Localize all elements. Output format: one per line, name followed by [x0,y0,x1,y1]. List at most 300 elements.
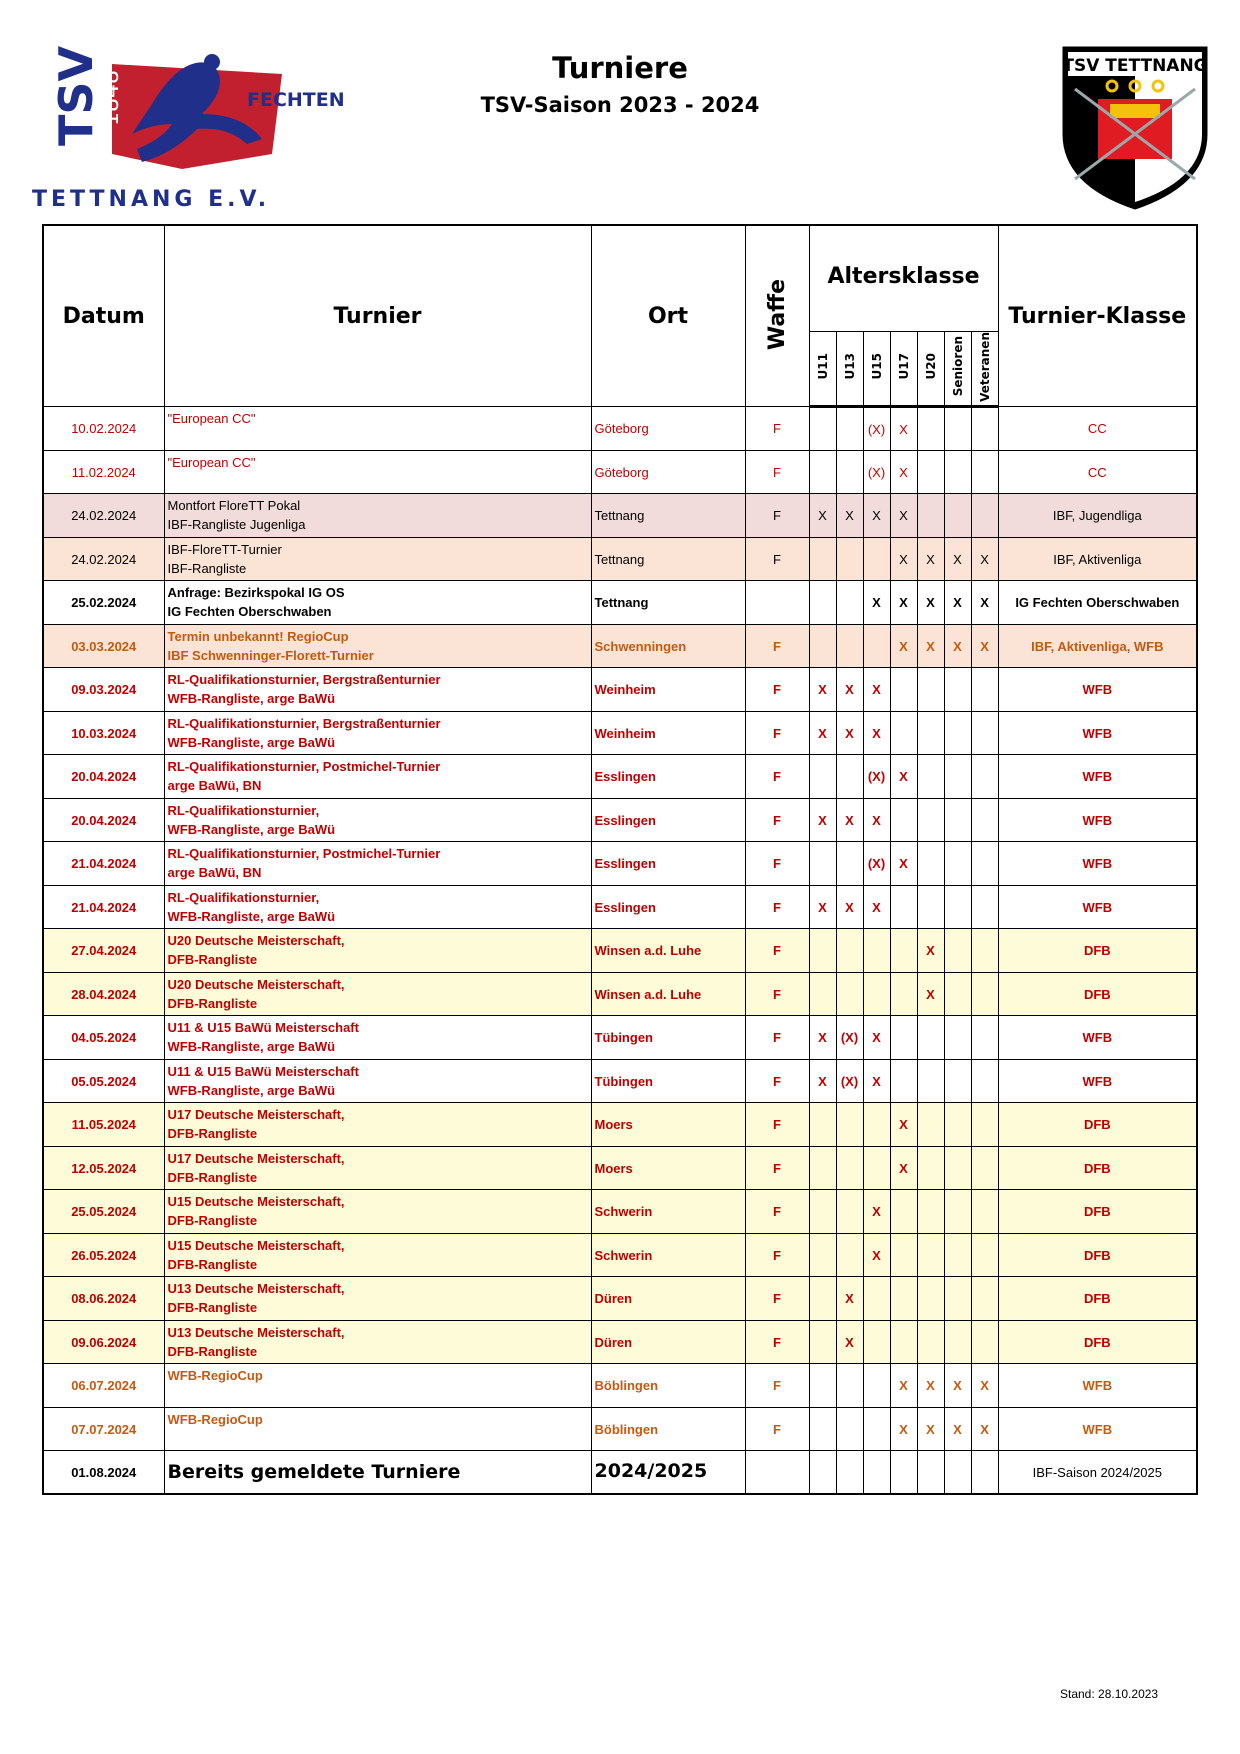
turnier-line-1: U17 Deutsche Meisterschaft, [167,1107,345,1123]
cell-datum: 21.04.2024 [43,842,164,886]
cell-age-u15 [863,537,890,581]
turnier-line-2: WFB-Rangliste, arge BaWü [167,691,336,707]
turnier-line-2: WFB-Rangliste, arge BaWü [167,734,336,750]
cell-age-u20 [917,1103,944,1147]
cell-klasse: CC [998,450,1197,494]
cell-age-senioren: X [944,581,971,625]
cell-ort: Weinheim [591,668,745,712]
cell-age-u11 [809,755,836,799]
cell-age-u13 [836,929,863,973]
cell-waffe: F [745,972,809,1016]
turnier-line-2: DFB-Rangliste [167,1300,258,1316]
cell-turnier [164,1233,591,1277]
cell-ort: Tettnang [591,537,745,581]
cell-age-senioren [944,929,971,973]
cell-age-u13: X [836,494,863,538]
cell-klasse: DFB [998,1277,1197,1321]
cell-age-u13 [836,624,863,668]
cell-turnier [164,798,591,842]
cell-waffe [745,581,809,625]
turnier-line-2: DFB-Rangliste [167,1343,258,1359]
turnier-line-2: IBF-Rangliste [167,560,247,576]
table-row [43,1103,1197,1147]
cell-age-senioren [944,711,971,755]
table-row [43,1407,1197,1451]
cell-datum: 21.04.2024 [43,885,164,929]
turnier-line-1: RL-Qualifikationsturnier, [167,889,320,905]
cell-age-u11 [809,972,836,1016]
cell-klasse: WFB [998,885,1197,929]
cell-waffe: F [745,407,809,451]
cell-age-senioren [944,1146,971,1190]
cell-age-u13 [836,1364,863,1408]
cell-turnier [164,1059,591,1103]
cell-age-u13: X [836,711,863,755]
cell-klasse: DFB [998,1233,1197,1277]
cell-age-u15: (X) [863,407,890,451]
cell-age-u20 [917,798,944,842]
table-row [43,885,1197,929]
turnier-line-1: U20 Deutsche Meisterschaft, [167,933,345,949]
cell-age-u11 [809,537,836,581]
turnier-line-1: Termin unbekannt! RegioCup [167,628,349,644]
table-row [43,1364,1197,1408]
cell-datum: 11.02.2024 [43,450,164,494]
cell-age-u17: X [890,494,917,538]
cell-age-u11 [809,1146,836,1190]
cell-age-senioren [944,842,971,886]
cell-klasse: WFB [998,711,1197,755]
cell-age-u20 [917,1190,944,1234]
cell-turnier [164,929,591,973]
tournament-table [42,224,1198,1495]
header-datum: Datum [43,225,164,407]
cell-waffe: F [745,1016,809,1060]
cell-turnier [164,1277,591,1321]
cell-age-u20 [917,1233,944,1277]
turnier-line-1: U11 & U15 BaWü Meisterschaft [167,1020,359,1036]
header-ort: Ort [591,225,745,407]
cell-klasse: IBF, Jugendliga [998,494,1197,538]
cell-klasse: WFB [998,1016,1197,1060]
svg-text:1848: 1848 [99,70,124,126]
turnier-line-2: WFB-Rangliste, arge BaWü [167,1082,336,1098]
table-row [43,1320,1197,1364]
cell-age-u11: X [809,711,836,755]
cell-age-veteranen [971,972,998,1016]
cell-age-u15 [863,972,890,1016]
cell-age-senioren [944,1190,971,1234]
cell-turnier [164,1016,591,1060]
header-altersklasse: Altersklasse [809,225,998,331]
cell-age-u17 [890,929,917,973]
cell-age-veteranen [971,842,998,886]
cell-age-u11 [809,1190,836,1234]
cell-age-u20 [917,1016,944,1060]
table-row [43,1277,1197,1321]
cell-datum: 25.02.2024 [43,581,164,625]
turnier-line-1: RL-Qualifikationsturnier, Postmichel-Turnier [167,759,441,775]
cell-turnier [164,1190,591,1234]
cell-klasse: WFB [998,755,1197,799]
cell-ort: Tübingen [591,1059,745,1103]
cell-age-senioren [944,1320,971,1364]
cell-waffe: F [745,1059,809,1103]
cell-age-senioren [944,755,971,799]
cell-age-u20 [917,494,944,538]
turnier-line-1: RL-Qualifikationsturnier, Bergstraßenturnier [167,672,441,688]
header-age-veteranen: Veteranen [971,331,998,407]
cell-ort: Düren [591,1320,745,1364]
cell-klasse: CC [998,407,1197,451]
stand-date: Stand: 28.10.2023 [1060,1687,1159,1701]
cell-age-u11: X [809,668,836,712]
table-row [43,624,1197,668]
cell-age-veteranen [971,1059,998,1103]
cell-age-u13 [836,537,863,581]
turnier-line-2: DFB-Rangliste [167,1169,258,1185]
table-row [43,537,1197,581]
cell-age-u17: X [890,624,917,668]
cell-ort: Schwerin [591,1190,745,1234]
cell-datum: 28.04.2024 [43,972,164,1016]
turnier-line-1: IBF-FloreTT-Turnier [167,541,282,557]
turnier-line-2: arge BaWü, BN [167,778,262,794]
cell-age-senioren [944,1059,971,1103]
cell-age-senioren [944,1233,971,1277]
cell-age-u15 [863,1103,890,1147]
cell-age-u11 [809,450,836,494]
header-age-u15: U15 [863,331,890,407]
cell-waffe: F [745,1146,809,1190]
turnier-line-1: "European CC" [167,411,256,427]
cell-age-u15: X [863,1016,890,1060]
cell-age-u20: X [917,929,944,973]
turnier-line-1: WFB-RegioCup [167,1368,263,1384]
cell-ort: Böblingen [591,1407,745,1451]
turnier-line-2: IBF-Rangliste Jugenliga [167,517,306,533]
cell-age-veteranen [971,450,998,494]
cell-age-u11 [809,407,836,451]
turnier-line-1: U17 Deutsche Meisterschaft, [167,1150,345,1166]
cell-age-veteranen [971,1103,998,1147]
cell-turnier [164,450,591,494]
turnier-line-1: RL-Qualifikationsturnier, [167,802,320,818]
turnier-line-1: RL-Qualifikationsturnier, Postmichel-Turnier [167,846,441,862]
cell-age-u20: X [917,537,944,581]
turnier-line-1: Montfort FloreTT Pokal [167,498,301,514]
cell-age-u11 [809,1233,836,1277]
cell-age-veteranen: X [971,1407,998,1451]
cell-turnier [164,972,591,1016]
cell-age-u11 [809,929,836,973]
cell-waffe: F [745,1277,809,1321]
cell-ort: Winsen a.d. Luhe [591,929,745,973]
cell-waffe: F [745,755,809,799]
cell-age-u17 [890,1277,917,1321]
cell-ort: Moers [591,1146,745,1190]
cell-age-veteranen: X [971,537,998,581]
cell-datum: 26.05.2024 [43,1233,164,1277]
turnier-line-1: WFB-RegioCup [167,1411,263,1427]
cell-datum: 10.02.2024 [43,407,164,451]
cell-waffe: F [745,1190,809,1234]
turnier-line-2: WFB-Rangliste, arge BaWü [167,908,336,924]
page-title: Turniere [552,51,688,85]
turnier-line-1: U13 Deutsche Meisterschaft, [167,1281,345,1297]
cell-age-u17 [890,1320,917,1364]
cell-datum: 03.03.2024 [43,624,164,668]
cell-age-u17: X [890,842,917,886]
cell-ort: Schwerin [591,1233,745,1277]
cell-age-u15 [863,1407,890,1451]
cell-age-u11 [809,581,836,625]
cell-ort: Esslingen [591,842,745,886]
cell-age-u15: (X) [863,450,890,494]
cell-waffe: F [745,929,809,973]
cell-age-u17: X [890,1407,917,1451]
svg-text:TSV TETTNANG: TSV TETTNANG [1062,56,1208,76]
cell-age-u17 [890,1233,917,1277]
cell-klasse: WFB [998,798,1197,842]
cell-waffe: F [745,1407,809,1451]
cell-age-u20 [917,1277,944,1321]
cell-datum: 10.03.2024 [43,711,164,755]
cell-age-u11 [809,1407,836,1451]
cell-age-u20 [917,450,944,494]
cell-age-u13: X [836,668,863,712]
header-age-u17: U17 [890,331,917,407]
cell-age-senioren [944,885,971,929]
cell-datum: 09.03.2024 [43,668,164,712]
cell-age-u15: (X) [863,842,890,886]
cell-age-veteranen [971,1146,998,1190]
cell-ort: Weinheim [591,711,745,755]
header-age-u13: U13 [836,331,863,407]
turnier-line-2: IBF Schwenninger-Florett-Turnier [167,647,374,663]
cell-age-veteranen [971,1277,998,1321]
cell-klasse: DFB [998,1103,1197,1147]
turnier-line-2: DFB-Rangliste [167,1126,258,1142]
cell-waffe: F [745,1320,809,1364]
cell-age-u20 [917,711,944,755]
cell-ort: Winsen a.d. Luhe [591,972,745,1016]
turnier-line-2: arge BaWü, BN [167,865,262,881]
cell-age-veteranen [971,929,998,973]
turnier-line-1: U11 & U15 BaWü Meisterschaft [167,1063,359,1079]
cell-age-u15: X [863,1190,890,1234]
cell-age-u11 [809,1103,836,1147]
cell-age-u17 [890,798,917,842]
cell-age-u15: X [863,1059,890,1103]
turnier-line-2: WFB-Rangliste, arge BaWü [167,821,336,837]
cell-age-u13 [836,407,863,451]
cell-age-u17: X [890,407,917,451]
cell-waffe: F [745,624,809,668]
cell-waffe: F [745,1364,809,1408]
cell-datum: 08.06.2024 [43,1277,164,1321]
cell-age-u13: X [836,1277,863,1321]
cell-waffe: F [745,450,809,494]
cell-age-u20: X [917,1407,944,1451]
turnier-line-2: DFB-Rangliste [167,995,258,1011]
header-turnier: Turnier [164,225,591,407]
cell-age-u17: X [890,1364,917,1408]
cell-ort: Esslingen [591,798,745,842]
cell-age-u11: X [809,1059,836,1103]
cell-turnier [164,1103,591,1147]
cell-age-senioren: X [944,1407,971,1451]
cell-age-u13 [836,972,863,1016]
cell-datum: 07.07.2024 [43,1407,164,1451]
cell-age-u20 [917,1320,944,1364]
cell-age-u20: X [917,972,944,1016]
cell-age-u17 [890,711,917,755]
cell-age-veteranen [971,885,998,929]
cell-age-u13 [836,1190,863,1234]
cell-klasse: WFB [998,1059,1197,1103]
cell-age-u20 [917,407,944,451]
cell-klasse: DFB [998,1190,1197,1234]
cell-age-veteranen [971,1320,998,1364]
cell-turnier [164,624,591,668]
cell-turnier [164,755,591,799]
svg-text:FECHTEN: FECHTEN [247,89,345,111]
cell-age-u13 [836,842,863,886]
cell-age-senioren [944,1103,971,1147]
cell-ort: Esslingen [591,755,745,799]
cell-age-u17: X [890,537,917,581]
cell-turnier [164,1364,591,1408]
cell-age-veteranen [971,407,998,451]
last-klasse: IBF-Saison 2024/2025 [998,1451,1197,1495]
cell-age-u20 [917,842,944,886]
cell-age-u11 [809,1364,836,1408]
cell-age-u17: X [890,1146,917,1190]
cell-age-u15: X [863,798,890,842]
cell-waffe: F [745,1103,809,1147]
cell-datum: 06.07.2024 [43,1364,164,1408]
page-subtitle: TSV-Saison 2023 - 2024 [480,93,760,117]
header-age-u20: U20 [917,331,944,407]
cell-ort: Tettnang [591,494,745,538]
cell-datum: 27.04.2024 [43,929,164,973]
cell-turnier [164,1320,591,1364]
cell-age-u15 [863,624,890,668]
cell-age-u11 [809,1277,836,1321]
cell-waffe: F [745,494,809,538]
cell-age-u17 [890,1059,917,1103]
last-turnier: Bereits gemeldete Turniere [167,1461,461,1484]
table-row [43,450,1197,494]
turnier-line-2: DFB-Rangliste [167,1213,258,1229]
cell-age-u13 [836,1103,863,1147]
table-row [43,1233,1197,1277]
cell-ort: Düren [591,1277,745,1321]
cell-waffe: F [745,885,809,929]
cell-age-u20: X [917,581,944,625]
cell-age-u13 [836,1146,863,1190]
cell-datum: 12.05.2024 [43,1146,164,1190]
cell-age-u13 [836,450,863,494]
cell-age-u15: X [863,581,890,625]
cell-turnier [164,537,591,581]
cell-datum: 20.04.2024 [43,798,164,842]
cell-age-u17: X [890,581,917,625]
cell-turnier [164,494,591,538]
last-datum: 01.08.2024 [43,1451,164,1495]
cell-turnier [164,1146,591,1190]
cell-ort: Esslingen [591,885,745,929]
cell-age-u13: (X) [836,1059,863,1103]
cell-age-senioren [944,494,971,538]
cell-age-veteranen [971,1190,998,1234]
cell-age-u20 [917,668,944,712]
cell-age-veteranen [971,1016,998,1060]
cell-age-senioren [944,798,971,842]
cell-waffe: F [745,798,809,842]
cell-age-u20: X [917,624,944,668]
cell-age-veteranen [971,798,998,842]
cell-waffe: F [745,842,809,886]
cell-age-u11 [809,842,836,886]
cell-age-u17: X [890,1103,917,1147]
cell-turnier [164,885,591,929]
cell-age-senioren [944,972,971,1016]
cell-age-u20 [917,755,944,799]
cell-age-u20 [917,1146,944,1190]
cell-klasse: IBF, Aktivenliga [998,537,1197,581]
cell-age-u13: (X) [836,1016,863,1060]
table-row [43,1016,1197,1060]
turnier-line-1: "European CC" [167,454,256,470]
cell-age-u13: X [836,1320,863,1364]
cell-ort: Moers [591,1103,745,1147]
cell-klasse: DFB [998,1146,1197,1190]
cell-age-u20: X [917,1364,944,1408]
cell-age-veteranen [971,755,998,799]
cell-turnier [164,668,591,712]
cell-age-veteranen [971,668,998,712]
cell-age-u15 [863,1277,890,1321]
cell-klasse: WFB [998,842,1197,886]
cell-waffe: F [745,1233,809,1277]
table-row [43,1190,1197,1234]
table-row [43,711,1197,755]
cell-datum: 04.05.2024 [43,1016,164,1060]
last-ort: 2024/2025 [594,1460,708,1483]
turnier-line-1: U20 Deutsche Meisterschaft, [167,976,345,992]
cell-age-veteranen: X [971,624,998,668]
header-age-senioren: Senioren [944,331,971,407]
cell-age-veteranen: X [971,581,998,625]
cell-age-u17 [890,1190,917,1234]
cell-ort: Göteborg [591,450,745,494]
cell-age-senioren [944,1277,971,1321]
cell-age-senioren [944,1016,971,1060]
tsv-tettnang-crest [1060,44,1210,212]
cell-age-veteranen [971,1233,998,1277]
table-row [43,1059,1197,1103]
cell-age-u13 [836,1233,863,1277]
cell-klasse: DFB [998,972,1197,1016]
cell-age-u20 [917,1059,944,1103]
cell-datum: 24.02.2024 [43,537,164,581]
turnier-line-1: U15 Deutsche Meisterschaft, [167,1194,345,1210]
cell-age-senioren: X [944,624,971,668]
cell-klasse: WFB [998,1364,1197,1408]
cell-age-u11: X [809,798,836,842]
